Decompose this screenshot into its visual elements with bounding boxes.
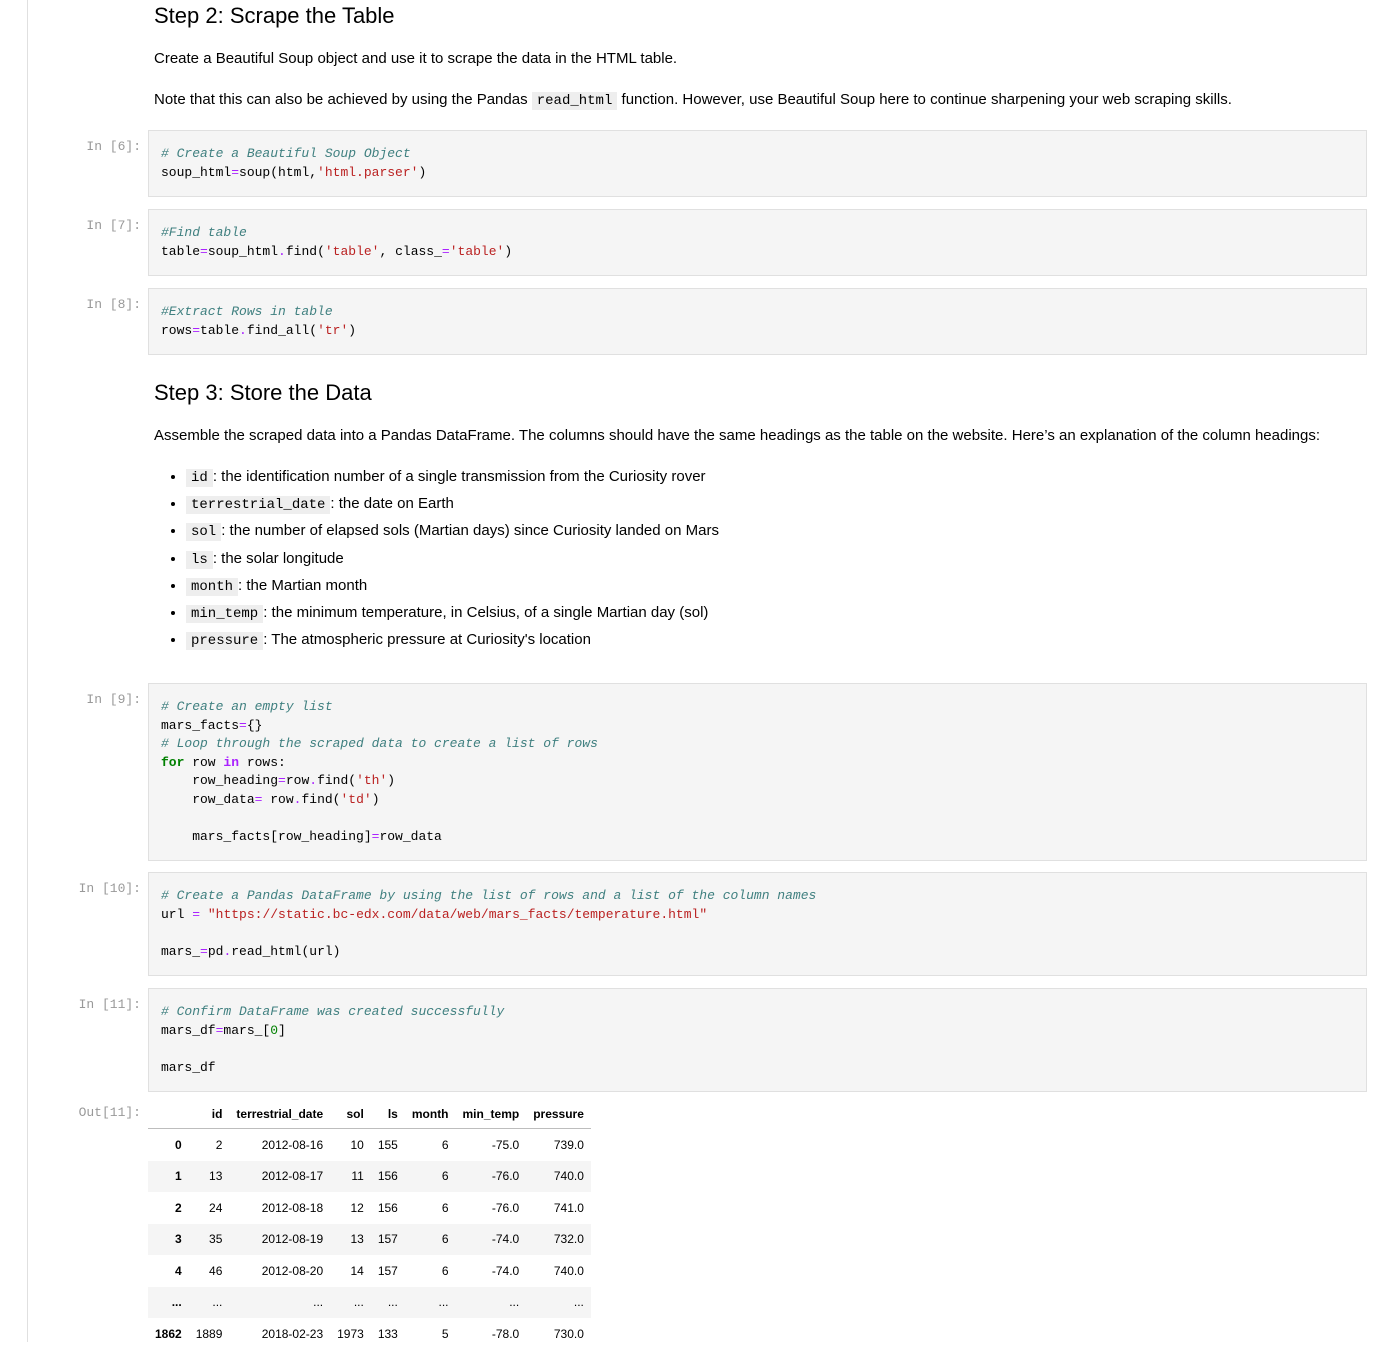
list-item: [186, 518, 1334, 545]
code-token: .: [309, 773, 318, 788]
code-line: [161, 809, 1366, 828]
bullet-text: : the solar longitude: [212, 549, 344, 567]
column-header: terrestrial_date: [229, 1100, 330, 1129]
column-header: month: [405, 1100, 456, 1129]
table-cell: 730.0: [553, 1326, 584, 1341]
table-cell: 740.0: [553, 1169, 584, 1184]
table-row: [148, 1255, 591, 1287]
code-token: row: [285, 773, 310, 788]
table-cell: 24: [209, 1200, 223, 1215]
table-cell: 740.0: [553, 1263, 584, 1278]
table-cell: 5: [441, 1326, 449, 1341]
code-token: find_all(: [246, 322, 318, 338]
input-prompt: In [9]:: [86, 692, 141, 707]
code-token: find(: [317, 773, 357, 788]
code-line: [161, 735, 1366, 754]
table-row: [148, 1129, 591, 1161]
table-cell: ...: [573, 1295, 584, 1310]
code-token: rows:: [239, 754, 286, 770]
code-token: {}: [246, 717, 263, 733]
code-line: [161, 906, 1366, 925]
code-token: , class_: [379, 243, 442, 259]
table-cell: ...: [353, 1295, 364, 1310]
code-line: [161, 1003, 1366, 1022]
inline-code: pressure: [186, 632, 263, 650]
table-row: [148, 1224, 591, 1256]
code-token: row: [262, 791, 294, 807]
code-token: =: [371, 828, 380, 844]
bullet-text: : the identification number of a single transmission from the Curiosity rover: [212, 468, 706, 485]
table-cell: 13: [350, 1232, 364, 1247]
code-token: =: [215, 1022, 224, 1038]
table-cell: -76.0: [491, 1169, 520, 1184]
code-input-area[interactable]: [148, 683, 1367, 861]
table-cell: 6: [441, 1232, 449, 1247]
input-prompt: In [6]:: [86, 139, 141, 154]
code-token: for: [161, 754, 185, 770]
code-input-area[interactable]: [148, 130, 1367, 197]
output-prompt: Out[11]:: [78, 1105, 141, 1120]
table-row: [148, 1161, 591, 1193]
table-row: [148, 1287, 591, 1319]
code-token: row_data: [161, 791, 255, 807]
step2-heading: Step 2: Scrape the Table: [154, 3, 395, 28]
code-token: # Create an empty list: [161, 699, 333, 714]
list-item: [186, 491, 1334, 518]
code-line: [161, 1059, 1366, 1078]
code-token: 'table': [449, 243, 505, 259]
code-token: =: [192, 906, 201, 922]
table-cell: ...: [313, 1295, 324, 1310]
code-line: [161, 924, 1366, 943]
row-index: 1862: [155, 1326, 182, 1341]
code-token: =: [200, 943, 208, 959]
code-token: url: [161, 906, 193, 922]
code-token: table: [200, 322, 240, 338]
code-token: in: [223, 754, 240, 770]
code-token: soup(html,: [239, 164, 318, 180]
input-prompt: In [7]:: [86, 218, 141, 233]
table-cell: 2012-08-19: [261, 1232, 324, 1247]
code-token: =: [441, 243, 450, 259]
code-token: 'table': [324, 243, 380, 259]
code-token: # Confirm DataFrame was created successfully: [161, 1004, 505, 1019]
table-cell: -76.0: [491, 1200, 520, 1215]
table-cell: 2012-08-18: [261, 1200, 324, 1215]
table-cell: -74.0: [491, 1263, 520, 1278]
code-token: =: [200, 243, 208, 259]
column-header: ls: [371, 1100, 405, 1129]
table-cell: 6: [441, 1169, 449, 1184]
step2-para2: [154, 87, 1334, 114]
code-token: [200, 907, 208, 922]
list-item: [186, 600, 1334, 627]
code-token: mars_[: [223, 1022, 271, 1038]
code-line: [161, 717, 1366, 736]
code-token: pd: [207, 943, 224, 959]
list-item: [186, 464, 1334, 491]
table-cell: 6: [441, 1200, 449, 1215]
bullet-text: : the minimum temperature, in Celsius, of a single Martian day (sol): [263, 604, 709, 622]
table-cell: 2012-08-20: [261, 1263, 324, 1278]
para2-text: function. However, use Beautiful Soup here to continue sharpening your web scraping skills.: [617, 91, 1232, 108]
table-cell: -74.0: [491, 1232, 520, 1247]
row-index: 0: [175, 1137, 182, 1152]
code-token: 'td': [340, 791, 372, 807]
table-cell: 732.0: [553, 1232, 584, 1247]
code-line: [161, 943, 1366, 962]
code-token: soup_html: [161, 164, 232, 180]
code-line: [161, 322, 1366, 341]
code-token: mars_df: [161, 1022, 216, 1038]
step2-para1: Create a Beautiful Soup object and use it to scrape the data in the HTML table.: [154, 50, 678, 67]
inline-code: min_temp: [186, 605, 263, 623]
table-cell: 157: [377, 1263, 398, 1278]
code-token: mars_facts[row_heading]: [161, 828, 372, 844]
table-cell: 10: [350, 1137, 364, 1152]
dataframe-output: [148, 1100, 591, 1350]
column-header: sol: [330, 1100, 371, 1129]
table-cell: -78.0: [491, 1326, 520, 1341]
code-input-area[interactable]: [148, 209, 1367, 276]
markdown-cell-step3: [154, 377, 1334, 654]
code-token: ): [371, 791, 380, 807]
table-cell: ...: [438, 1295, 449, 1310]
code-token: .: [239, 322, 247, 338]
code-line: [161, 243, 1366, 262]
code-line: [161, 145, 1366, 164]
table-cell: ...: [387, 1295, 398, 1310]
column-header: id: [189, 1100, 230, 1129]
code-line: [161, 1022, 1366, 1041]
code-token: mars_facts: [161, 717, 240, 733]
code-token: "https://static.bc-edx.com/data/web/mars_facts/temperature.html": [207, 906, 708, 922]
code-token: =: [192, 322, 201, 338]
code-line: [161, 754, 1366, 773]
code-token: soup_html: [207, 243, 279, 259]
input-prompt: In [11]:: [78, 997, 141, 1012]
inline-code: sol: [186, 523, 221, 541]
code-token: 0: [270, 1022, 279, 1038]
inline-code: read_html: [532, 92, 618, 110]
code-line: [161, 698, 1366, 717]
code-token: =: [239, 717, 247, 733]
code-token: 'tr': [317, 322, 349, 338]
input-prompt: In [8]:: [86, 297, 141, 312]
code-token: mars_df: [161, 1059, 216, 1075]
row-index: ...: [171, 1295, 182, 1310]
code-token: row: [184, 754, 224, 770]
code-token: row_heading: [161, 773, 279, 788]
code-token: =: [254, 791, 263, 807]
code-token: .: [278, 243, 286, 259]
inline-code: ls: [186, 551, 213, 569]
table-cell: 155: [377, 1137, 398, 1152]
bullet-text: : the date on Earth: [330, 495, 454, 513]
code-token: ): [387, 773, 396, 788]
table-cell: 13: [209, 1169, 223, 1184]
table-cell: 156: [377, 1169, 398, 1184]
code-token: # Create a Beautiful Soup Object: [161, 146, 411, 161]
row-index: 3: [175, 1232, 182, 1247]
table-cell: 2012-08-16: [261, 1137, 324, 1152]
table-cell: 1973: [337, 1326, 364, 1341]
row-index: 1: [175, 1169, 182, 1184]
table-cell: 2018-02-23: [261, 1326, 324, 1341]
row-index: 4: [175, 1263, 182, 1278]
code-input-area[interactable]: [148, 872, 1367, 976]
step3-para: Assemble the scraped data into a Pandas DataFrame. The columns should have the same headings as the table on the website. Here’s an explanation of the column headings:: [154, 427, 1321, 444]
table-row: [148, 1318, 591, 1350]
code-line: [161, 772, 1366, 791]
code-token: rows: [161, 322, 193, 338]
markdown-cell-step2: [154, 0, 1334, 114]
code-token: find(: [301, 791, 341, 807]
bullet-text: : the number of elapsed sols (Martian days) since Curiosity landed on Mars: [221, 522, 719, 540]
code-line: [161, 887, 1366, 906]
code-line: [161, 224, 1366, 243]
code-line: [161, 1040, 1366, 1059]
column-header: [148, 1100, 189, 1129]
table-cell: 35: [209, 1232, 223, 1247]
table-cell: ...: [212, 1295, 223, 1310]
notebook-left-border: [27, 0, 28, 1342]
table-cell: -75.0: [491, 1137, 520, 1152]
code-input-area[interactable]: [148, 288, 1367, 355]
code-token: read_html(url): [231, 943, 341, 959]
step3-heading: Step 3: Store the Data: [154, 380, 372, 405]
code-token: 'th': [356, 773, 388, 788]
inline-code: terrestrial_date: [186, 496, 330, 514]
table-cell: ...: [509, 1295, 520, 1310]
column-explanations-list: [154, 464, 1334, 654]
code-token: table: [161, 243, 201, 259]
code-token: ): [504, 243, 513, 259]
code-token: #Find table: [161, 225, 247, 240]
table-cell: 12: [350, 1200, 364, 1215]
para2-text: Note that this can also be achieved by using the Pandas: [154, 91, 532, 108]
code-token: find(: [285, 243, 325, 259]
code-token: .: [293, 791, 302, 807]
bullet-text: : The atmospheric pressure at Curiosity's location: [263, 631, 591, 649]
bullet-text: : the Martian month: [238, 576, 368, 594]
table-cell: 1889: [195, 1326, 223, 1341]
row-index: 2: [175, 1200, 182, 1215]
table-cell: 11: [351, 1169, 364, 1184]
code-token: 'html.parser': [317, 164, 419, 180]
code-token: row_data: [379, 828, 442, 844]
list-item: [186, 627, 1334, 654]
list-item: [186, 546, 1334, 573]
column-header: min_temp: [456, 1100, 527, 1129]
code-token: # Create a Pandas DataFrame by using the list of rows and a list of the column names: [161, 888, 817, 903]
table-cell: 2012-08-17: [261, 1169, 324, 1184]
table-cell: 14: [350, 1263, 364, 1278]
code-token: ): [348, 322, 357, 338]
code-token: mars_: [161, 943, 201, 959]
code-line: [161, 303, 1366, 322]
code-token: #Extract Rows in table: [161, 304, 333, 319]
table-cell: 133: [377, 1326, 398, 1341]
code-input-area[interactable]: [148, 988, 1367, 1092]
code-token: =: [278, 773, 286, 788]
code-line: [161, 791, 1366, 810]
table-header-row: [148, 1100, 591, 1129]
code-line: [161, 164, 1366, 183]
table-cell: 741.0: [553, 1200, 584, 1215]
column-header: pressure: [526, 1100, 591, 1129]
table-cell: 2: [215, 1137, 223, 1152]
code-token: .: [223, 943, 232, 959]
table-cell: 6: [441, 1137, 449, 1152]
inline-code: month: [186, 578, 238, 596]
code-token: ]: [278, 1022, 286, 1038]
input-prompt: In [10]:: [78, 881, 141, 896]
table-cell: 157: [377, 1232, 398, 1247]
code-token: =: [231, 164, 240, 180]
table-row: [148, 1192, 591, 1224]
table-cell: 739.0: [553, 1137, 584, 1152]
inline-code: id: [186, 469, 213, 487]
code-line: [161, 828, 1366, 847]
table-cell: 6: [441, 1263, 449, 1278]
table-cell: 46: [209, 1263, 223, 1278]
code-token: ): [418, 164, 427, 180]
list-item: [186, 573, 1334, 600]
table-cell: 156: [377, 1200, 398, 1215]
code-token: # Loop through the scraped data to create a list of rows: [161, 736, 598, 751]
